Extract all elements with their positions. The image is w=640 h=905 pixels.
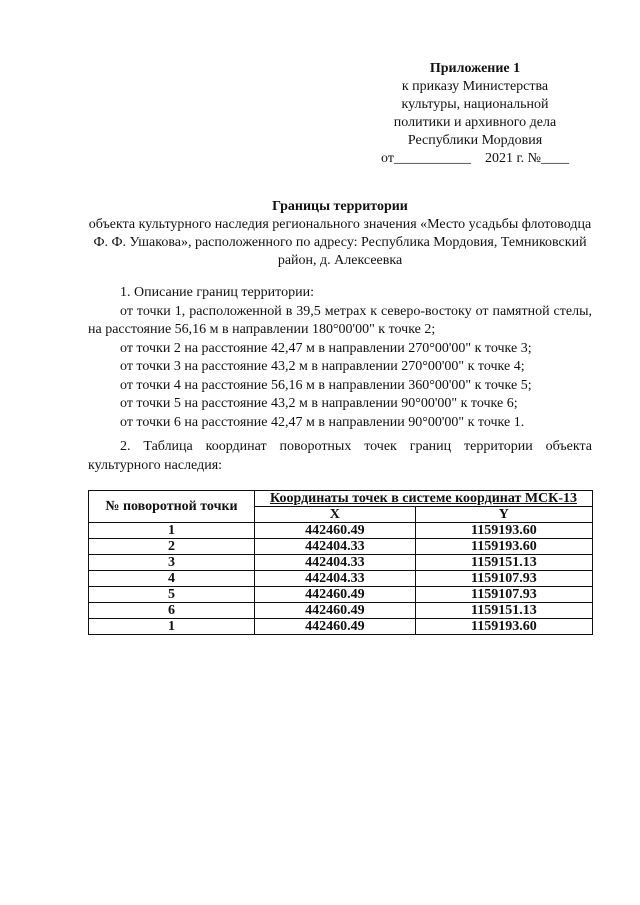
table-row (89, 603, 593, 619)
boundary-item: от точки 4 на расстояние 56,16 м в направлении 360°00'00" к точке 5; (120, 377, 532, 393)
x-cell: 442404.33 (255, 555, 416, 571)
y-cell: 1159151.13 (415, 555, 592, 571)
x-cell: 442460.49 (255, 619, 416, 635)
x-cell: 442404.33 (255, 539, 416, 555)
y-cell: 1159193.60 (415, 619, 592, 635)
coordinates-table (88, 490, 593, 635)
point-cell: 1 (89, 619, 255, 635)
boundary-item: от точки 3 на расстояние 43,2 м в направлении 270°00'00" к точке 4; (120, 359, 525, 374)
point-cell: 3 (89, 555, 255, 571)
appendix-header (360, 60, 590, 168)
appendix-line: к приказу Министерства (401, 79, 549, 94)
x-cell: 442460.49 (255, 587, 416, 603)
title-block (88, 198, 592, 270)
col-x-header: X (255, 507, 416, 523)
x-cell: 442460.49 (255, 523, 416, 539)
x-cell: 442460.49 (255, 603, 416, 619)
document-title: Границы территории (272, 199, 408, 214)
col-coords-header: Координаты точек в системе координат МСК-13 (255, 491, 593, 507)
boundary-item: от точки 6 на расстояние 42,47 м в направлении 90°00'00" к точке 1. (120, 414, 525, 430)
table-row (89, 571, 593, 587)
boundary-item: от точки 1, расположенной в 39,5 метрах к северо-востоку от памятной стелы, на расстояние 56,16 м в направлении 180°00'00" к точке 2; (88, 303, 592, 337)
appendix-line: Республики Мордовия (407, 133, 543, 148)
boundary-item: от точки 5 на расстояние 43,2 м в направлении 90°00'00" к точке 6; (120, 396, 518, 411)
point-cell: 2 (89, 539, 255, 555)
col-point-header: № поворотной точки (89, 491, 255, 523)
section-1 (88, 284, 592, 432)
table-row (89, 619, 593, 635)
table-row (89, 523, 593, 539)
y-cell: 1159107.93 (415, 571, 592, 587)
appendix-line: политики и архивного дела (393, 115, 557, 130)
section-2-heading: 2. Таблица координат поворотных точек границ территории объекта культурного наследия: (88, 439, 592, 473)
col-y-header: Y (415, 507, 592, 523)
table-row (89, 587, 593, 603)
document-subtitle: объекта культурного наследия регионального значения «Место усадьбы флотоводца Ф. Ф. Ушакова», расположенного по адресу: Республика Мордовия, Темниковский район, д. Алексеевка (88, 217, 592, 268)
table-row (89, 555, 593, 571)
appendix-heading: Приложение 1 (429, 61, 521, 76)
y-cell: 1159193.60 (415, 539, 592, 555)
appendix-date-line: от___________ 2021 г. №____ (381, 151, 569, 166)
y-cell: 1159107.93 (415, 587, 592, 603)
point-cell: 4 (89, 571, 255, 587)
point-cell: 1 (89, 523, 255, 539)
point-cell: 5 (89, 587, 255, 603)
y-cell: 1159151.13 (415, 603, 592, 619)
section-2 (88, 438, 592, 475)
point-cell: 6 (89, 603, 255, 619)
y-cell: 1159193.60 (415, 523, 592, 539)
table-row (89, 539, 593, 555)
boundary-item: от точки 2 на расстояние 42,47 м в направлении 270°00'00" к точке 3; (120, 340, 532, 356)
section-1-heading: 1. Описание границ территории: (120, 285, 314, 300)
appendix-line: культуры, национальной (401, 97, 549, 112)
x-cell: 442404.33 (255, 571, 416, 587)
